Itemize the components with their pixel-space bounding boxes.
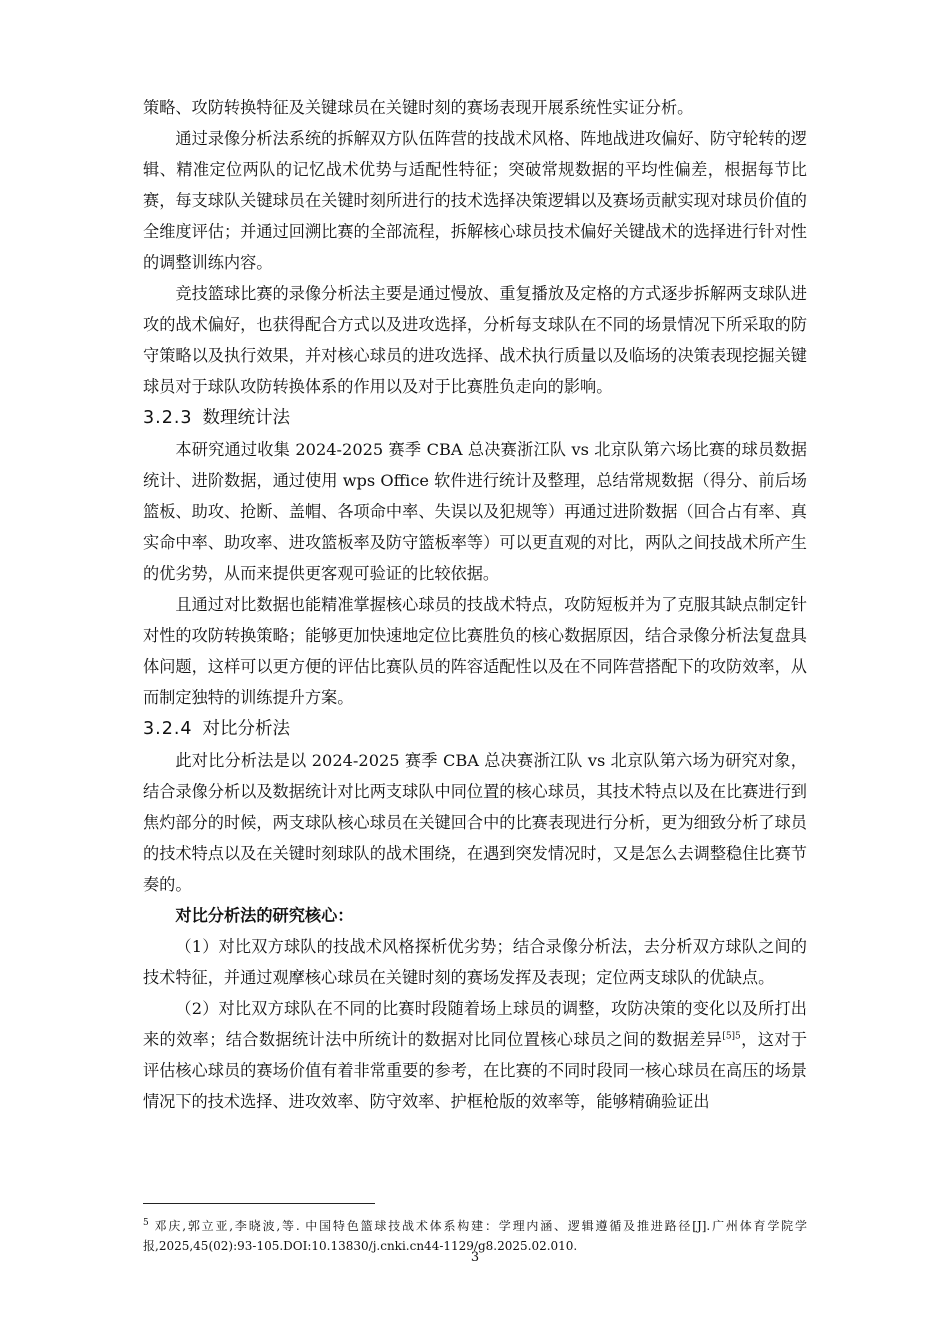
citation-reference: [5]5 xyxy=(722,1031,741,1042)
section-number: 3.2.3 xyxy=(143,408,193,428)
section-title: 数理统计法 xyxy=(202,408,291,428)
section-heading-3-2-4 xyxy=(143,713,807,745)
research-core-heading: 对比分析法的研究核心： xyxy=(175,906,354,925)
paragraph-statistics-2: 且通过对比数据也能精准掌握核心球员的技战术特点，攻防短板并为了克服其缺点制定针对性的攻防转换策略；能够更加快速地定位比赛胜负的核心数据原因，结合录像分析法复盘具体问题，这样可以更方便的评估比赛队员的阵容适配性以及在不同阵营搭配下的攻防效率，从而制定独特的训练提升方案。 xyxy=(143,595,807,707)
list-item-2-text-b: ，这对于评估核心球员的赛场价值有着非常重要的参考，在比赛的不同时段同一核心球员在高压的场景情况下的技术选择、进攻效率、防守效率、护框枪版的效率等，能够精确验证出 xyxy=(143,1030,808,1111)
section-title: 对比分析法 xyxy=(202,719,291,739)
paragraph-video-analysis-2: 竞技篮球比赛的录像分析法主要是通过慢放、重复播放及定格的方式逐步拆解两支球队进攻的战术偏好，也获得配合方式以及进攻选择，分析每支球队在不同的场景情况下所采取的防守策略以及执行效果，并对核心球员的进攻选择、战术执行质量以及临场的决策表现挖掘关键球员对于球队攻防转换体系的作用以及对于比赛胜负走向的影响。 xyxy=(143,284,807,396)
paragraph-comparison-1: 此对比分析法是以 2024-2025 赛季 CBA 总决赛浙江队 vs 北京队第六场为研究对象，结合录像分析以及数据统计对比两支球队中同位置的核心球员，其技术特点以及在比赛进行到焦灼部分的时候，两支球队核心球员在关键回合中的比赛表现进行分析，更为细致分析了球员的技术特点以及在关键时刻球队的战术围绕，在遇到突发情况时，又是怎么去调整稳住比赛节奏的。 xyxy=(143,751,807,894)
list-item-1: （1）对比双方球队的技战术风格探析优劣势；结合录像分析法，去分析双方球队之间的技术特征，并通过观摩核心球员在关键时刻的赛场发挥及表现；定位两支球队的优缺点。 xyxy=(143,937,807,987)
list-item-2-text-a: （2）对比双方球队在不同的比赛时段随着场上球员的调整，攻防决策的变化以及所打出来的效率；结合数据统计法中所统计的数据对比同位置核心球员之间的数据差异 xyxy=(143,999,807,1049)
footnote-text: 邓庆,郭立亚,李晓波,等. 中国特色篮球技战术体系构建：学理内涵、逻辑遵循及推进路径[J].广州体育学院学报,2025,45(02):93-105.DOI:10.13830/j.cnki.cn44-1129/g8.2025.02.010. xyxy=(143,1219,807,1253)
footnote-divider xyxy=(143,1203,375,1204)
section-number: 3.2.4 xyxy=(143,719,193,739)
paragraph-continued: 策略、攻防转换特征及关键球员在关键时刻的赛场表现开展系统性实证分析。 xyxy=(143,98,694,117)
document-body xyxy=(143,92,807,1117)
paragraph-video-analysis-1: 通过录像分析法系统的拆解双方队伍阵营的技战术风格、阵地战进攻偏好、防守轮转的逻辑、精准定位两队的记忆战术优势与适配性特征；突破常规数据的平均性偏差，根据每节比赛，每支球队关键球员在关键时刻所进行的技术选择决策逻辑以及赛场贡献实现对球员价值的全维度评估；并通过回溯比赛的全部流程，拆解核心球员技术偏好关键战术的选择进行针对性的调整训练内容。 xyxy=(143,129,807,272)
section-heading-3-2-3 xyxy=(143,402,807,434)
page-number: 3 xyxy=(470,1250,480,1265)
paragraph-statistics-1: 本研究通过收集 2024-2025 赛季 CBA 总决赛浙江队 vs 北京队第六场比赛的球员数据统计、进阶数据，通过使用 wps Office 软件进行统计及整理，总结常规数据（得分、前后场篮板、助攻、抢断、盖帽、各项命中率、失误以及犯规等）再通过进阶数据（回合占有率、真实命中率、助攻率、进攻篮板率及防守篮板率等）可以更直观的对比，两队之间技战术所产生的优劣势，从而来提供更客观可验证的比较依据。 xyxy=(143,440,807,583)
list-item-2 xyxy=(143,993,807,1117)
footnote-mark: 5 xyxy=(143,1218,149,1228)
